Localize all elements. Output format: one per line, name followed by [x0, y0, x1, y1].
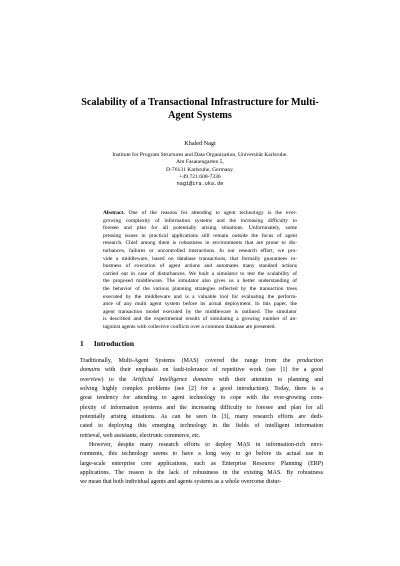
- affiliation-phone: +49.721.608-7336: [179, 173, 221, 180]
- abstract-line: growing complexity of information systems and the increasing difficulty to: [103, 217, 297, 224]
- abstract-line: the behavior of the various planning strategies reflected by the transaction trees: [103, 285, 297, 292]
- body-line: we mean that both individual agents and agents systems as a whole overcome distur-: [80, 479, 282, 486]
- affiliation-street: Am Fasanengarten 5,: [176, 159, 224, 166]
- body-line: large-scale enterprise core applications, such as Enterprise Resource Planning (ERP): [80, 460, 323, 467]
- body-line: great tendency for attending to agent technology to cope with the ever-growing com-: [80, 395, 323, 402]
- body-line: retrieval, web assistants, electronic commerce, etc.: [80, 432, 201, 439]
- body-line: cated to deploying this emerging technology in the fields of intelligent information: [80, 423, 323, 430]
- title-line-2: Agent Systems: [168, 110, 232, 121]
- affiliation-institute: Institute for Program Structures and Data Organization, Universität Karlsruhe.: [112, 152, 288, 158]
- title-line-1: Scalability of a Transactional Infrastructure for Multi-: [81, 97, 319, 108]
- abstract-line: tagonist agents with collective conflicts over a common database are presented.: [103, 323, 276, 330]
- body-line: Traditionally, Multi-Agent Systems (MAS) covered the range from the production: [80, 358, 323, 364]
- body-text: [80, 357, 323, 488]
- section-title: Introduction: [93, 339, 134, 348]
- paper-title: [60, 96, 340, 122]
- body-line: plexity of information systems and the increasing difficulty to foresee and plan for all: [80, 404, 323, 411]
- body-line: domains with their emphasis on fault-tolerance of repetitive work (see [1] for a good: [80, 367, 323, 374]
- abstract-line: is described and the experimental results of simulating a growing number of an-: [103, 316, 297, 323]
- abstract-line: agent transaction model executed by the middleware is outlined. The simulator: [103, 308, 297, 315]
- affiliation-email[interactable]: nagi@ira.uka.de: [176, 181, 224, 188]
- body-line: solving highly complex problems (see [2] for a good introduction). Today, there is a: [80, 386, 323, 393]
- abstract: [103, 210, 297, 332]
- body-line: overview) to the Artificial Intelligence domains with their attention to planning and: [80, 376, 323, 383]
- section-number: 1: [80, 339, 84, 348]
- author-name: Khaled Nagi: [184, 140, 216, 147]
- abstract-line: pressing issues in practical applications still remain outside the focus of agent: [103, 232, 297, 239]
- abstract-line: the proposed middleware. The simulator also gives us a better understanding of: [103, 278, 297, 285]
- abstract-line: turbances, failures or uncontrolled interactions. In our research effort, we pro-: [103, 247, 297, 254]
- body-line: ronments, this technology seems to have a long way to go before its actual use in: [80, 451, 323, 458]
- abstract-line: vide a middleware, based on database transactions, that formally guarantees ro-: [103, 255, 297, 262]
- affiliation-block: [60, 152, 340, 188]
- abstract-line: foresee and plan for all potentially arising situations. Unfortunately, some: [103, 225, 297, 232]
- abstract-line: research. Chief among them is robustness in environments that are prone to dis-: [103, 240, 297, 247]
- affiliation-city: D-76131 Karlsruhe, Germany.: [166, 166, 234, 173]
- abstract-line: Abstract. One of the reasons for attending to agent technology is the ever-: [103, 210, 297, 216]
- body-line: However, despite many research efforts to deploy MAS in information-rich envi-: [89, 442, 323, 449]
- body-line: applications. The reason is the lack of robustness in the existing MAS. By robustness: [80, 470, 323, 477]
- section-heading: [80, 339, 134, 348]
- abstract-line: ance of any multi agent system before its actual deployment. In this paper, the: [103, 301, 297, 308]
- abstract-line: bustness of execution of agent actions and automates many standard actions: [103, 263, 297, 270]
- abstract-line: executed by the middleware and is a valuable tool for evaluating the perform-: [103, 293, 297, 300]
- abstract-line: carried out in case of disturbances. We built a simulator to test the scalability of: [103, 270, 297, 277]
- abstract-label: Abstract.: [103, 210, 125, 216]
- body-line: potentially arising situations. As can be seen in [3], many research efforts are dedi-: [80, 414, 323, 421]
